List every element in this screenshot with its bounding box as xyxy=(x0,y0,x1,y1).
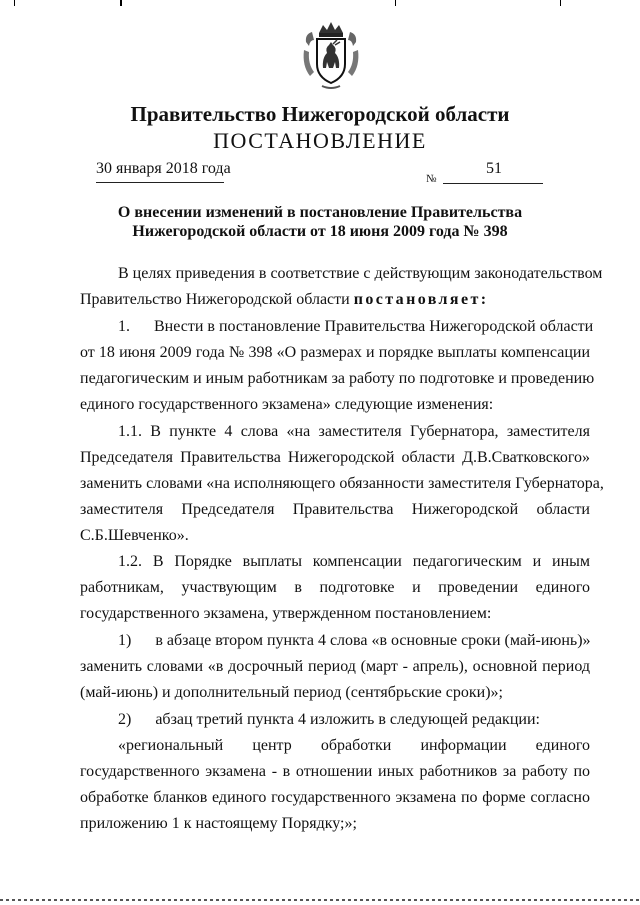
document-date: 30 января 2018 года xyxy=(96,160,231,177)
body-line: 1.1. В пункте 4 слова «на заместителя Губернатора, заместителя xyxy=(118,423,590,440)
scan-artifact-bottom xyxy=(0,899,640,901)
body-text: Правительство Нижегородской области xyxy=(80,291,354,308)
body-line: 1.2. В Порядке выплаты компенсации педагогическим и иным xyxy=(118,553,590,570)
body-line: Председателя Правительства Нижегородской области Д.В.Сватковского» xyxy=(80,449,590,466)
government-title: Правительство Нижегородской области xyxy=(130,102,510,126)
body-line: заместителя Председателя Правительства Нижегородской области xyxy=(80,501,590,518)
body-line: заменить словами «в досрочный период (март - апрель), основной период xyxy=(80,658,590,675)
body-line: 1. Внести в постановление Правительства Нижегородской области xyxy=(118,318,594,335)
body-line: работникам, участвующим в подготовке и проведении единого xyxy=(80,579,590,596)
body-line: государственного экзамена - в отношении иных работников за работу по xyxy=(80,763,590,780)
body-line: обработке бланков единого государственного экзамена по форме согласно xyxy=(80,789,590,806)
number-underline xyxy=(443,183,543,184)
body-line: «региональный центр обработки информации единого xyxy=(118,737,590,754)
document-heading xyxy=(80,203,560,241)
body-line xyxy=(80,291,590,309)
body-line: заменить словами «на исполняющего обязанности заместителя Губернатора, xyxy=(80,475,604,492)
coat-of-arms-icon xyxy=(300,20,362,90)
body-line: педагогическим и иным работникам за работу по подготовке и проведению xyxy=(80,370,595,387)
body-line: приложению 1 к настоящему Порядку;»; xyxy=(80,815,357,832)
document-number: 51 xyxy=(486,160,502,177)
body-line: 2) абзац третий пункта 4 изложить в следующей редакции: xyxy=(118,711,540,728)
body-line: (май-июнь) и дополнительный период (сентябрьские сроки)»; xyxy=(80,684,503,701)
body-line: от 18 июня 2009 года № 398 «О размерах и порядке выплаты компенсации xyxy=(80,344,590,361)
body-line: 1) в абзаце втором пункта 4 слова «в основные сроки (май-июнь)» xyxy=(118,632,591,649)
body-line: В целях приведения в соответствие с действующим законодательством xyxy=(118,265,603,282)
decree-word: постановляет: xyxy=(353,291,489,308)
heading-line: О внесении изменений в постановление Правительства xyxy=(117,204,523,221)
scan-artifact-top xyxy=(0,0,640,6)
body-line: государственного экзамена, утвержденном постановлением: xyxy=(80,605,492,622)
body-line: С.Б.Шевченко». xyxy=(80,527,189,544)
heading-line: Нижегородской области от 18 июня 2009 года № 398 xyxy=(132,223,508,240)
body-line: единого государственного экзамена» следующие изменения: xyxy=(80,396,494,413)
number-label: № xyxy=(426,173,437,185)
date-underline xyxy=(96,182,224,183)
document-type: ПОСТАНОВЛЕНИЕ xyxy=(213,128,427,153)
